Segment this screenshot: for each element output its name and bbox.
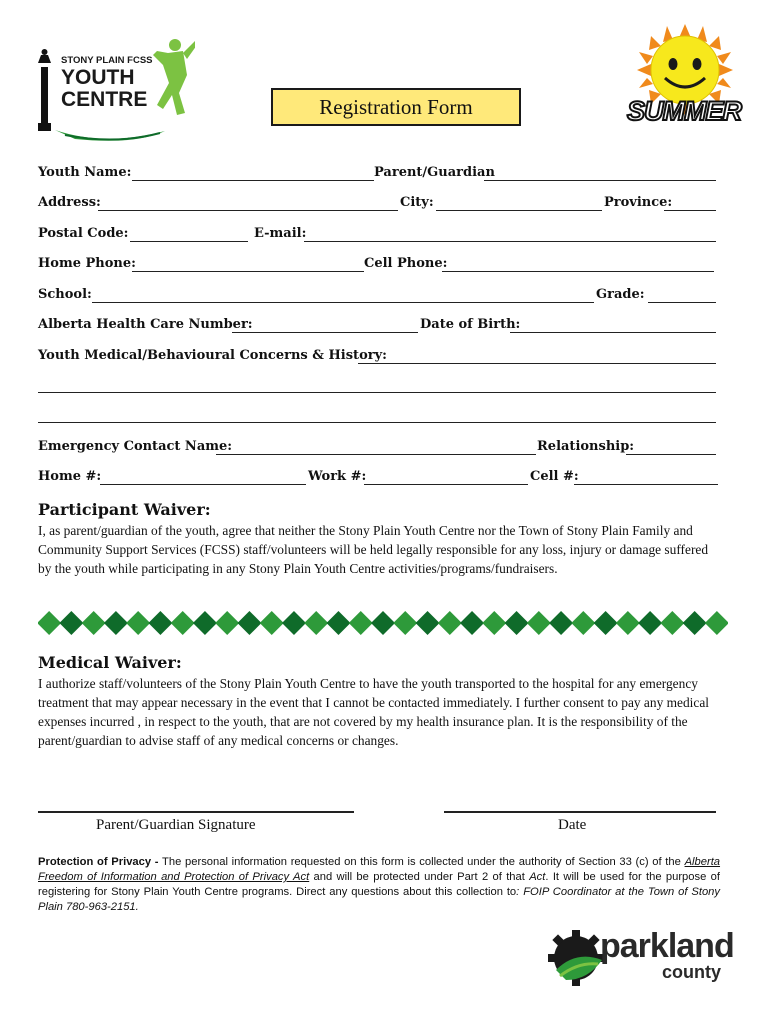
province-input[interactable]	[664, 210, 716, 211]
dob-label: Date of Birth:	[420, 317, 521, 332]
school-input[interactable]	[92, 302, 594, 303]
divider-diamond	[260, 611, 284, 635]
cell-num-label: Cell #:	[530, 469, 579, 484]
divider-diamond	[416, 611, 440, 635]
logo-youth-text: YOUTH	[61, 66, 135, 89]
parent-signature-label: Parent/Guardian Signature	[96, 817, 256, 833]
medical-concerns-input[interactable]	[358, 363, 716, 364]
school-label: School:	[38, 287, 92, 302]
grade-input[interactable]	[648, 302, 716, 303]
privacy-act-word: Act	[529, 871, 546, 883]
medical-concerns-line-2[interactable]	[38, 392, 716, 393]
home-phone-label: Home Phone:	[38, 256, 136, 271]
work-num-input[interactable]	[364, 484, 528, 485]
relationship-label: Relationship:	[537, 439, 635, 454]
address-label: Address:	[38, 195, 101, 210]
city-label: City:	[400, 195, 434, 210]
diamond-divider-graphic	[38, 610, 728, 636]
health-care-label: Alberta Health Care Number:	[38, 317, 253, 332]
parkland-word: parkland	[600, 927, 734, 965]
home-num-label: Home #:	[38, 469, 102, 484]
divider-diamond	[148, 611, 172, 635]
home-num-input[interactable]	[100, 484, 306, 485]
relationship-input[interactable]	[626, 454, 716, 455]
participant-waiver-heading: Participant Waiver:	[38, 500, 211, 519]
privacy-act-name: Alberta Freedom of Information and Protection of Privacy Act	[38, 856, 721, 883]
postal-code-label: Postal Code:	[38, 226, 129, 241]
divider-diamond	[371, 611, 395, 635]
privacy-text-2: and will be protected under Part 2 of that	[313, 871, 525, 883]
divider-diamond	[171, 611, 195, 635]
divider-diamond	[104, 611, 128, 635]
medical-concerns-line-3[interactable]	[38, 422, 716, 423]
divider-diamond	[193, 611, 217, 635]
form-title	[271, 88, 521, 126]
divider-diamond	[505, 611, 529, 635]
privacy-notice	[38, 855, 720, 915]
divider-diamond	[38, 611, 61, 635]
privacy-heading: Protection of Privacy -	[38, 856, 159, 868]
privacy-text-4: : FOIP Coordinator at the Town of Stony Plain 780-963-2151.	[38, 886, 720, 913]
divider-diamond	[438, 611, 462, 635]
divider-diamond	[326, 611, 350, 635]
divider-diamond	[527, 611, 551, 635]
parent-guardian-label: Parent/Guardian	[374, 165, 495, 180]
youth-name-input[interactable]	[132, 180, 374, 181]
logo-centre-text: CENTRE	[61, 88, 148, 111]
cell-num-input[interactable]	[574, 484, 718, 485]
work-num-label: Work #:	[308, 469, 367, 484]
divider-diamond	[59, 611, 83, 635]
parent-guardian-input[interactable]	[484, 180, 716, 181]
county-word: county	[662, 962, 722, 982]
divider-diamond	[215, 611, 239, 635]
province-label: Province:	[604, 195, 673, 210]
city-input[interactable]	[436, 210, 602, 211]
privacy-text-1: The personal information requested on this form is collected under the authority of Section 33 (c) of the	[162, 856, 681, 868]
divider-diamond	[683, 611, 707, 635]
youth-name-label: Youth Name:	[38, 165, 132, 180]
divider-diamond	[482, 611, 506, 635]
health-care-input[interactable]	[232, 332, 418, 333]
logo-small-text: STONY PLAIN FCSS	[61, 55, 153, 66]
divider-diamond	[594, 611, 618, 635]
divider-diamond	[460, 611, 484, 635]
date-input[interactable]	[444, 811, 716, 813]
cell-phone-input[interactable]	[442, 271, 714, 272]
divider-diamond	[237, 611, 261, 635]
diamond-divider	[38, 610, 728, 636]
divider-diamond	[82, 611, 106, 635]
divider-diamond	[549, 611, 573, 635]
divider-diamond	[705, 611, 728, 635]
summer-sun-graphic	[625, 22, 745, 132]
grade-label: Grade:	[596, 287, 645, 302]
privacy-text-3: . It will be used for the purpose of registering for Stony Plain Youth Centre programs. Direct any questions about this collection to	[38, 871, 720, 898]
parkland-county-logo	[548, 927, 734, 990]
medical-waiver-heading: Medical Waiver:	[38, 653, 182, 672]
address-input[interactable]	[98, 210, 398, 211]
email-input[interactable]	[304, 241, 716, 242]
participant-waiver-text: I, as parent/guardian of the youth, agree that neither the Stony Plain Youth Centre nor the Town of Stony Plain Family and Community Support Services (FCSS) staff/volunteers will be held legally responsible for any loss, injury or damage suffered by the youth while participating in any Stony Plain Youth Centre activities/programs/fundraisers.	[38, 523, 709, 576]
divider-diamond	[393, 611, 417, 635]
gear-leaf-icon	[548, 930, 604, 986]
dob-input[interactable]	[510, 332, 716, 333]
divider-diamond	[571, 611, 595, 635]
form-title-text: Registration Form	[319, 94, 473, 119]
divider-diamond	[638, 611, 662, 635]
divider-diamond	[304, 611, 328, 635]
date-label: Date	[558, 817, 587, 833]
summer-text: SUMMER	[627, 96, 741, 126]
divider-diamond	[616, 611, 640, 635]
medical-waiver-text: I authorize staff/volunteers of the Stony Plain Youth Centre to have the youth transported to the hospital for any emergency treatment that may appear necessary in the event that I cannot be contacted immediately. I further consent to pay any medical expenses incurred , in respect to the youth, that are not covered by my health insurance plan. It is the responsibility of the parent/guardian to advise staff of any medical concerns or changes.	[38, 676, 709, 748]
parent-signature-input[interactable]	[38, 811, 354, 813]
cell-phone-label: Cell Phone:	[364, 256, 448, 271]
emergency-contact-input[interactable]	[216, 454, 536, 455]
divider-diamond	[282, 611, 306, 635]
divider-diamond	[126, 611, 150, 635]
youth-centre-logo	[35, 35, 195, 145]
postal-code-input[interactable]	[130, 241, 248, 242]
home-phone-input[interactable]	[132, 271, 364, 272]
email-label: E-mail:	[254, 226, 307, 241]
medical-concerns-label: Youth Medical/Behavioural Concerns & History:	[38, 348, 387, 363]
divider-diamond	[660, 611, 684, 635]
emergency-contact-label: Emergency Contact Name:	[38, 439, 233, 454]
divider-diamond	[349, 611, 373, 635]
